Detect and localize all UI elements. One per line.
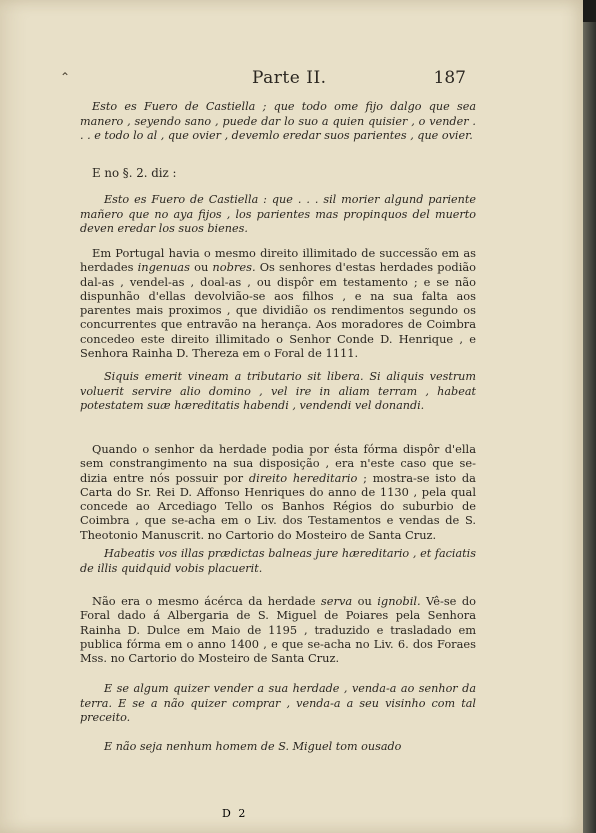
signature-mark: D 2	[222, 807, 248, 820]
paragraph-1-term-nobres: nobres.	[212, 260, 256, 275]
paragraph-2	[80, 442, 476, 542]
paragraph-1-text-e: Os senhores d'estas herdades podião dal-as , vendel-as , doal-as , ou dispôr em testamento ; e se não dispunhão d'ellas devolvião-se aos filhos , e na sua falta aos parentes mais proximos , que dividião os rendimentos segundo os concurrentes que entravão na herança. Aos moradores de Coimbra concedeo este direito illimitado o Senhor Conde D. Henrique , e Senhora Rainha D. Thereza em o Foral de 1111.	[80, 260, 477, 361]
header-title: Parte II.	[252, 68, 327, 88]
paragraph-3-text-e: Vê-se do Foral dado á Albergaria de S. Miguel de Poiares pela Senhora Rainha D. Dulce em Maio de 1195 , traduzido e trasladado em publica fórma em o anno 1400 , e que se-acha no Liv. 6. dos Foraes Mss. no Cartorio do Mosteiro de Santa Cruz.	[80, 594, 477, 666]
paragraph-3-text-a: Não era o mesmo ácérca da herdade	[92, 594, 321, 608]
paragraph-3	[80, 594, 476, 665]
paragraph-3-term-serva: serva	[320, 594, 353, 608]
quote-portuguese-2: E não seja nenhum homem de S. Miguel tom ousado	[104, 740, 402, 753]
margin-mark: ⌃	[60, 70, 71, 84]
paragraph-1-text-c: ou	[189, 260, 213, 275]
running-header	[80, 68, 476, 92]
quote-fuero-1: Esto es Fuero de Castiella ; que todo ome fijo dalgo que sea manero , seyendo sano , puede dar lo suo a quien quisier , o vender . . . e todo lo al , que ovier , devemlo eredar suos parientes , que ovier.	[80, 100, 476, 143]
paragraph-3-term-ignobil: ignobil.	[377, 594, 421, 608]
paragraph-1-term-ingenuas: ingenuas	[137, 260, 190, 275]
paragraph-3-text-c: ou	[352, 594, 378, 608]
paragraph-2-text-c: ; mostra-se isto da Carta do Sr. Rei D. Affonso Henriques do anno de 1130 , pela qual concede ao Arcediago Tello os Banhos Régios do suburbio de Coimbra , que se-acha em o Liv. dos Testamentos e vendas de S. Theotonio Manuscrit. no Cartorio do Mosteiro de Santa Cruz.	[80, 470, 476, 542]
paragraph-1	[80, 246, 476, 360]
page-number: 187	[433, 68, 466, 88]
paragraph-2-text-a: Quando o senhor da herdade podia por ésta fórma dispôr d'ella sem constrangimento na sua disposição , era n'este caso que se-dizia entre nós possuir por	[80, 442, 476, 485]
quote-latin-2: Habeatis vos illas prædictas balneas jure hæreditario , et faciatis de illis quidquid vobis placuerit.	[80, 547, 476, 575]
paragraph-2-term-direito: direito hereditario	[248, 470, 358, 485]
quote-latin-1: Siquis emerit vineam a tributario sit libera. Si aliquis vestrum voluerit servire alio domino , vel ire in aliam terram , habeat potestatem suæ hæreditatis habendi , vendendi vel donandi.	[80, 370, 476, 413]
quote-fuero-2: Esto es Fuero de Castiella : que . . . sil morier algund pariente mañero que no aya fijos , los parientes mas propinquos del muerto deven eredar los suos bienes.	[80, 193, 476, 236]
quote-portuguese-1: E se algum quizer vender a sua herdade , venda-a ao senhor da terra. E se a não quizer comprar , venda-a a seu visinho com tal preceito.	[80, 682, 476, 725]
section-reference: E no §. 2. diz :	[92, 166, 177, 180]
paragraph-1-text-a: Em Portugal havia o mesmo direito illimitado de successão em as herdades	[80, 246, 476, 275]
book-edge	[583, 0, 596, 833]
corner-mark	[583, 0, 596, 22]
